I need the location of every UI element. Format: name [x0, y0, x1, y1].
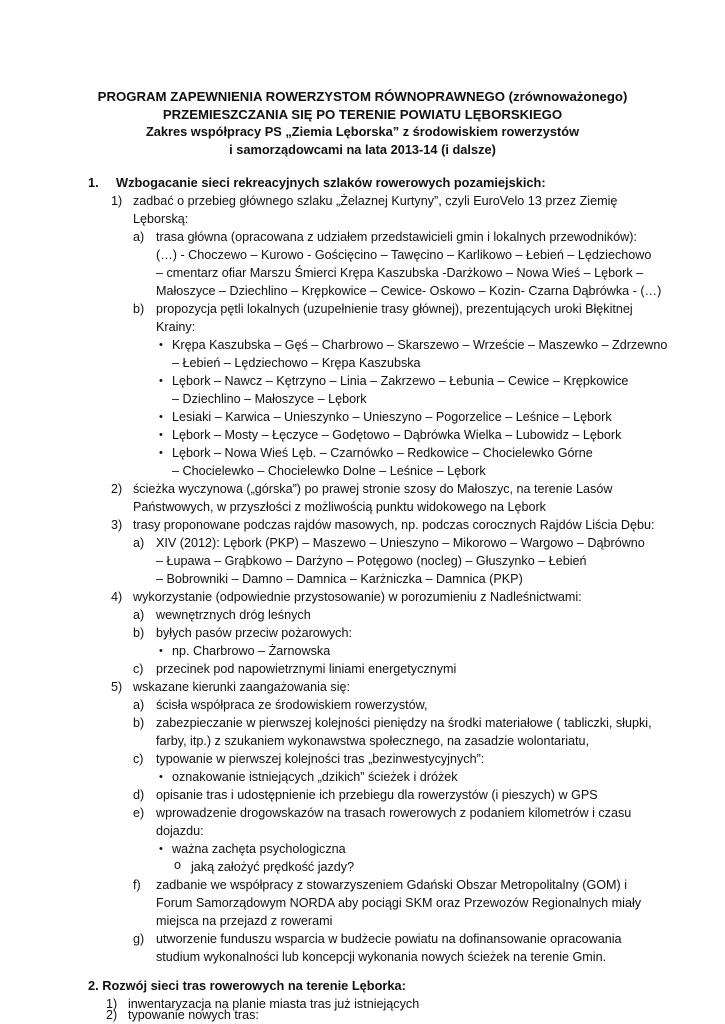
loop5-line1: Lębork – Nowa Wieś Lęb. – Czarnówko – Redkowice – Chocielewko Górne [172, 446, 593, 460]
item5e-line1: wprowadzenie drogowskazów na trasach rowerowych z podaniem kilometrów i czasu [156, 806, 632, 820]
item5d-text: opisanie tras i udostępnienie ich przebiegu dla rowerzystów (i pieszych) w GPS [156, 788, 598, 802]
item5d-number: d) [133, 788, 145, 802]
item4c-number: c) [133, 662, 144, 676]
bullet-icon: • [159, 447, 163, 459]
section2-item2-number: 2) [106, 1008, 118, 1022]
bullet-icon: • [159, 375, 163, 387]
item1-line2: Lęborską: [133, 212, 189, 226]
item1b-line2: Krainy: [156, 320, 196, 334]
item1a-line1: trasa główna (opracowana z udziałem przedstawicieli gmin i lokalnych przewodników): [156, 230, 637, 244]
bullet-icon: • [159, 429, 163, 441]
item1b-line1: propozycja pętli lokalnych (uzupełnienie trasy głównej), prezentujących uroki Błękitnej [156, 302, 633, 316]
item5-line1: wskazane kierunki zaangażowania się: [133, 680, 351, 694]
item3a-line1: XIV (2012): Lębork (PKP) – Maszewo – Unieszyno – Mikorowo – Wargowo – Dąbrówno [156, 536, 645, 550]
bullet-icon: • [159, 411, 163, 423]
item3a-line3: – Bobrowniki – Damno – Damnica – Karżniczka – Damnica (PKP) [156, 572, 523, 586]
item3-number: 3) [111, 518, 123, 532]
bullet-icon: • [159, 339, 163, 351]
item5f-line3: miejsca na przejazd z rowerami [156, 914, 333, 928]
loop4-line1: Lębork – Mosty – Łęczyce – Godętowo – Dąbrówka Wielka – Lubowidz – Lębork [172, 428, 622, 442]
bullet-icon: • [159, 771, 163, 783]
section2-item2-text: typowanie nowych tras: [128, 1008, 259, 1022]
item5c-text: typowanie w pierwszej kolejności tras „bezinwestycyjnych”: [156, 752, 485, 766]
item5g-line1: utworzenie funduszu wsparcia w budżecie powiatu na dofinansowanie opracowania [156, 932, 622, 946]
item5f-line2: Forum Samorządowym NORDA aby pociągi SKM oraz Przewozów Regionalnych miały [156, 896, 642, 910]
item5g-line2: studium wykonalności lub koncepcji wykonania nowych ścieżek na terenie Gmin. [156, 950, 607, 964]
item5a-number: a) [133, 698, 145, 712]
item5b-number: b) [133, 716, 145, 730]
item5f-line1: zadbanie we współpracy z stowarzyszeniem Gdański Obszar Metropolitalny (GOM) i [156, 878, 628, 892]
item4c-text: przecinek pod napowietrznymi liniami energetycznymi [156, 662, 457, 676]
item1b-number: b) [133, 302, 145, 316]
bullet-icon: • [159, 843, 163, 855]
item5b-line1: zabezpieczanie w pierwszej kolejności pieniędzy na środki materiałowe ( tabliczki, słupki, [156, 716, 652, 730]
document-subtitle-line2: i samorządowcami na lata 2013-14 (i dalsze) [229, 142, 496, 157]
item3a-line2: – Łupawa – Grąbkowo – Darżyno – Potęgowo (nocleg) – Głuszynko – Łebień [156, 554, 587, 568]
item4-line1: wykorzystanie (odpowiednie przystosowanie) w porozumieniu z Nadleśnictwami: [133, 590, 582, 604]
item4b-number: b) [133, 626, 145, 640]
item4b-bullet: np. Charbrowo – Żarnowska [172, 644, 331, 658]
item5e-sub: jaką założyć prędkość jazdy? [191, 860, 355, 874]
item2-number: 2) [111, 482, 123, 496]
item1-line1: zadbać o przebieg głównego szlaku „Żelaznej Kurtyny”, czyli EuroVelo 13 przez Ziemię [133, 194, 618, 208]
item5e-line2: dojazdu: [156, 824, 204, 838]
item3-line1: trasy proponowane podczas rajdów masowych, np. podczas corocznych Rajdów Liścia Dębu: [133, 518, 655, 532]
item5f-number: f) [133, 878, 141, 892]
document-title-line2: PRZEMIESZCZANIA SIĘ PO TERENIE POWIATU LĘBORSKIEGO [162, 107, 563, 122]
bullet-icon: • [159, 645, 163, 657]
item1a-line4: Małoszyce – Dziechlino – Krępkowice – Cewice- Oskowo – Kozin- Czarna Dąbrówka - (…) [156, 284, 662, 298]
loop1-line2: – Łebień – Lędziechowo – Krępa Kaszubska [172, 356, 421, 370]
item4a-number: a) [133, 608, 145, 622]
item5e-number: e) [133, 806, 145, 820]
circle-bullet-icon: o [174, 858, 182, 872]
section2-heading: 2. Rozwój sieci tras rowerowych na terenie Lęborka: [88, 978, 406, 993]
document-subtitle-line1: Zakres współpracy PS „Ziemia Lęborska” z środowiskiem rowerzystów [145, 124, 580, 139]
item5c-bullet: oznakowanie istniejących „dzikich” ścieżek i dróżek [172, 770, 458, 784]
section1-heading: Wzbogacanie sieci rekreacyjnych szlaków rowerowych pozamiejskich: [116, 175, 546, 190]
item1-number: 1) [111, 194, 123, 208]
item5a-text: ścisła współpraca ze środowiskiem rowerzystów, [156, 698, 428, 712]
item2-line1: ścieżka wyczynowa („górska”) po prawej stronie szosy do Małoszyc, na terenie Lasów [133, 482, 613, 496]
document-title-line1: PROGRAM ZAPEWNIENIA ROWERZYSTOM RÓWNOPRAWNEGO (zrównoważonego) [97, 89, 628, 104]
section2-item1-text: inwentaryzacja na planie miasta tras już istniejących [128, 997, 420, 1011]
item3a-number: a) [133, 536, 145, 550]
loop1-line1: Krępa Kaszubska – Gęś – Charbrowo – Skarszewo – Wrzeście – Maszewko – Zdrzewno [172, 338, 668, 352]
item5e-bullet: ważna zachęta psychologiczna [172, 842, 346, 856]
item1a-number: a) [133, 230, 145, 244]
item5c-number: c) [133, 752, 144, 766]
section1-number: 1. [88, 175, 99, 190]
item4-number: 4) [111, 590, 123, 604]
item5-number: 5) [111, 680, 123, 694]
item5g-number: g) [133, 932, 145, 946]
loop2-line2: – Dziechlino – Małoszyce – Lębork [172, 392, 367, 406]
item4b-text: byłych pasów przeciw pożarowych: [156, 626, 352, 640]
item4a-text: wewnętrznych dróg leśnych [156, 608, 311, 622]
loop5-line2: – Chocielewko – Chocielewko Dolne – Leśnice – Lębork [172, 464, 486, 478]
loop3-line1: Lesiaki – Karwica – Unieszynko – Unieszyno – Pogorzelice – Leśnice – Lębork [172, 410, 612, 424]
item5b-line2: farby, itp.) z szukaniem wykonawstwa społecznego, na zasadzie wolontariatu, [156, 734, 590, 748]
loop2-line1: Lębork – Nawcz – Kętrzyno – Linia – Zakrzewo – Łebunia – Cewice – Krępkowice [172, 374, 629, 388]
section2-item1-number: 1) [106, 997, 118, 1011]
item1a-line3: – cmentarz ofiar Marszu Śmierci Krępa Kaszubska -Darżkowo – Nowa Wieś – Lębork – [156, 266, 644, 280]
item1a-line2: (…) - Choczewo – Kurowo - Gościęcino – Tawęcino – Karlikowo – Łebień – Lędziechowo [156, 248, 652, 262]
item2-line2: Państwowych, w przyszłości z możliwością punktu widokowego na Lębork [133, 500, 546, 514]
